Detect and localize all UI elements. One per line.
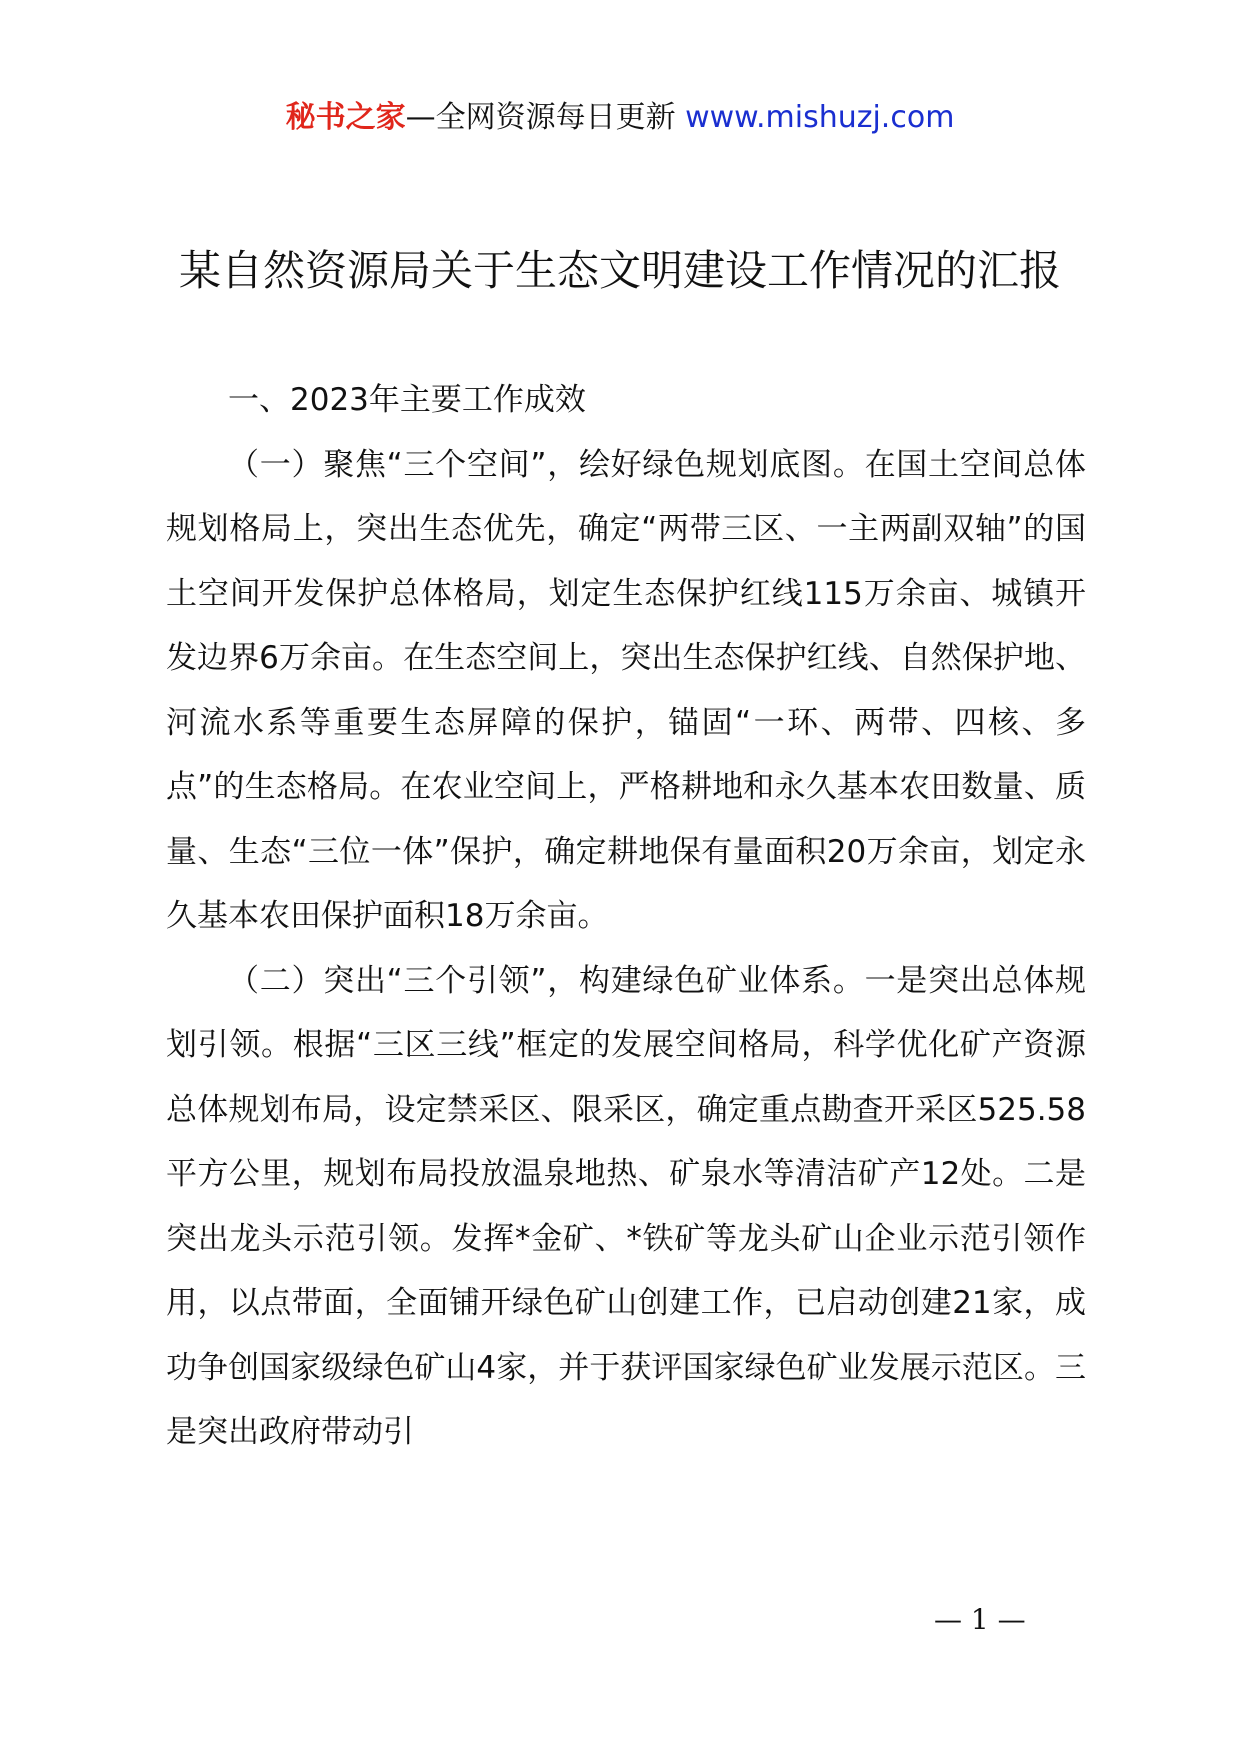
page-number: — 1 — (934, 1603, 1026, 1636)
site-url-link[interactable]: www.mishuzj.com (675, 100, 955, 135)
brand-name: 秘书之家 (285, 100, 406, 135)
paragraph-1: （一）聚焦“三个空间”，绘好绿色规划底图。在国土空间总体规划格局上，突出生态优先，确定“两带三区、一主两副双轴”的国土空间开发保护总体格局，划定生态保护红线115万余亩、城镇开发边界6万余亩。在生态空间上，突出生态保护红线、自然保护地、河流水系等重要生态屏障的保护，锚固“一环、两带、四核、多点”的生态格局。在农业空间上，严格耕地和永久基本农田数量、质量、生态“三位一体”保护，确定耕地保有量面积20万余亩，划定永久基本农田保护面积18万余亩。 (166, 446, 1086, 934)
paragraph-2: （二）突出“三个引领”，构建绿色矿业体系。一是突出总体规划引领。根据“三区三线”框定的发展空间格局，科学优化矿产资源总体规划布局，设定禁采区、限采区，确定重点勘查开采区525.58平方公里，规划布局投放温泉地热、矿泉水等清洁矿产12处。二是突出龙头示范引领。发挥*金矿、*铁矿等龙头矿山企业示范引领作用，以点带面，全面铺开绿色矿山创建工作，已启动创建21家，成功争创国家级绿色矿山4家，并于获评国家绿色矿业发展示范区。三是突出政府带动引 (166, 962, 1086, 1450)
site-header (0, 98, 1240, 138)
document-title: 某自然资源局关于生态文明建设工作情况的汇报 (178, 246, 1061, 295)
document-body (166, 368, 1086, 1465)
section-heading: 一、2023年主要工作成效 (228, 382, 586, 418)
header-slogan: —全网资源每日更新 (405, 100, 676, 135)
